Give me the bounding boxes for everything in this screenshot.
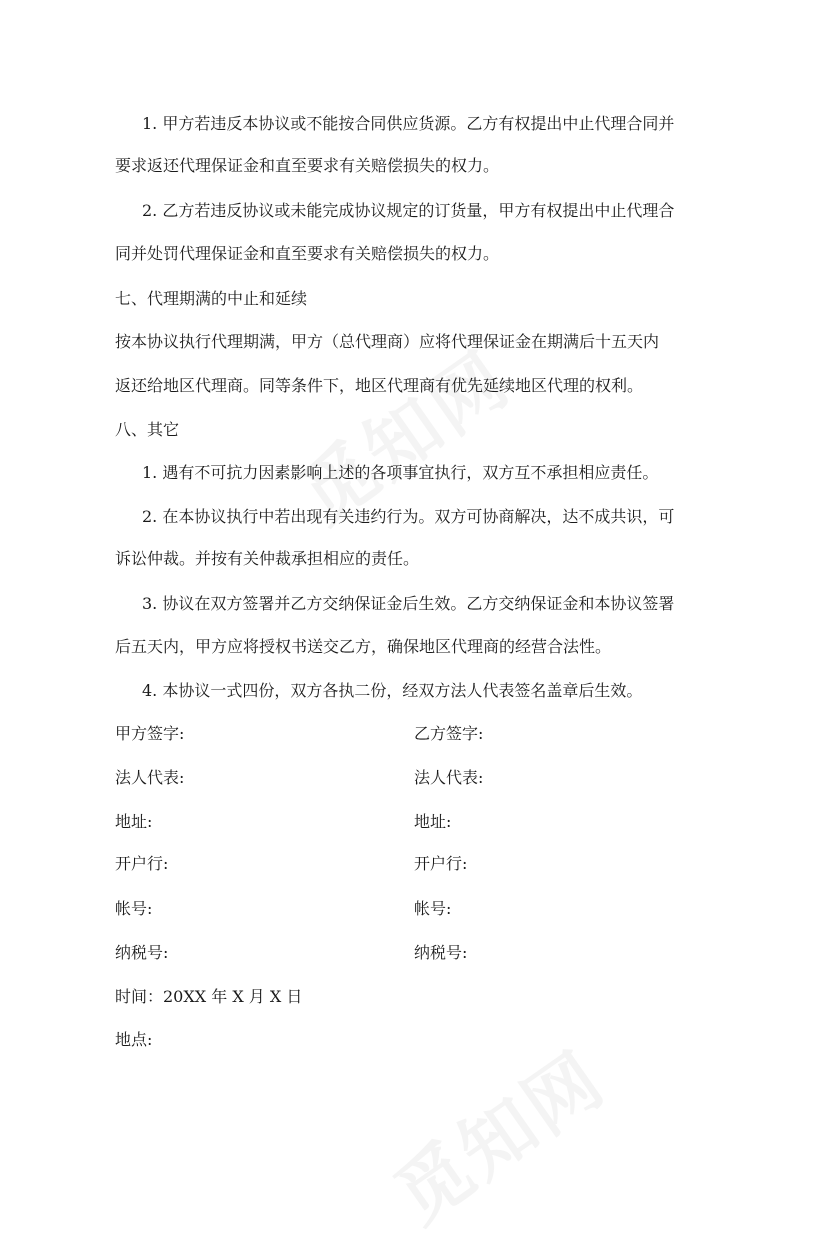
other-item-3-line-2: 后五天内，甲方应将授权书送交乙方，确保地区代理商的经营合法性。 (115, 637, 612, 656)
party-b-signature-label: 乙方签字: (414, 724, 484, 743)
other-item-4: 4. 本协议一式四份，双方各执二份，经双方法人代表签名盖章后生效。 (142, 681, 643, 700)
paragraph-7-line-2: 返还给地区代理商。同等条件下，地区代理商有优先延续地区代理的权利。 (115, 376, 644, 395)
section-heading-7: 七、代理期满的中止和延续 (115, 289, 308, 308)
other-item-2-line-2: 诉讼仲裁。并按有关仲裁承担相应的责任。 (115, 549, 420, 568)
party-b-address-label: 地址: (414, 812, 452, 831)
party-a-tax-label: 纳税号: (115, 943, 169, 962)
clause-item-1-line-1: 1. 甲方若违反本协议或不能按合同供应货源。乙方有权提出中止代理合同并 (142, 114, 675, 133)
date-line: 时间：20XX 年 X 月 X 日 (115, 987, 303, 1006)
party-a-rep-label: 法人代表: (115, 768, 185, 787)
other-item-1: 1. 遇有不可抗力因素影响上述的各项事宜执行，双方互不承担相应责任。 (142, 463, 659, 482)
clause-item-2-line-1: 2. 乙方若违反协议或未能完成协议规定的订货量，甲方有权提出中止代理合 (142, 201, 675, 220)
party-a-account-label: 帐号: (115, 899, 153, 918)
clause-item-2-line-2: 同并处罚代理保证金和直至要求有关赔偿损失的权力。 (115, 244, 500, 263)
section-heading-8: 八、其它 (115, 420, 180, 439)
paragraph-7-line-1: 按本协议执行代理期满，甲方（总代理商）应将代理保证金在期满后十五天内 (115, 332, 660, 351)
party-b-bank-label: 开户行: (414, 854, 468, 873)
other-item-2-line-1: 2. 在本协议执行中若出现有关违约行为。双方可协商解决，达不成共识，可 (142, 507, 675, 526)
party-a-signature-label: 甲方签字: (115, 724, 185, 743)
party-b-rep-label: 法人代表: (414, 768, 484, 787)
party-a-bank-label: 开户行: (115, 854, 169, 873)
place-label: 地点: (115, 1030, 153, 1049)
party-a-address-label: 地址: (115, 812, 153, 831)
other-item-3-line-1: 3. 协议在双方签署并乙方交纳保证金后生效。乙方交纳保证金和本协议签署 (142, 594, 675, 613)
party-b-account-label: 帐号: (414, 899, 452, 918)
party-b-tax-label: 纳税号: (414, 943, 468, 962)
watermark (371, 1022, 623, 1243)
clause-item-1-line-2: 要求返还代理保证金和直至要求有关赔偿损失的权力。 (115, 156, 500, 175)
